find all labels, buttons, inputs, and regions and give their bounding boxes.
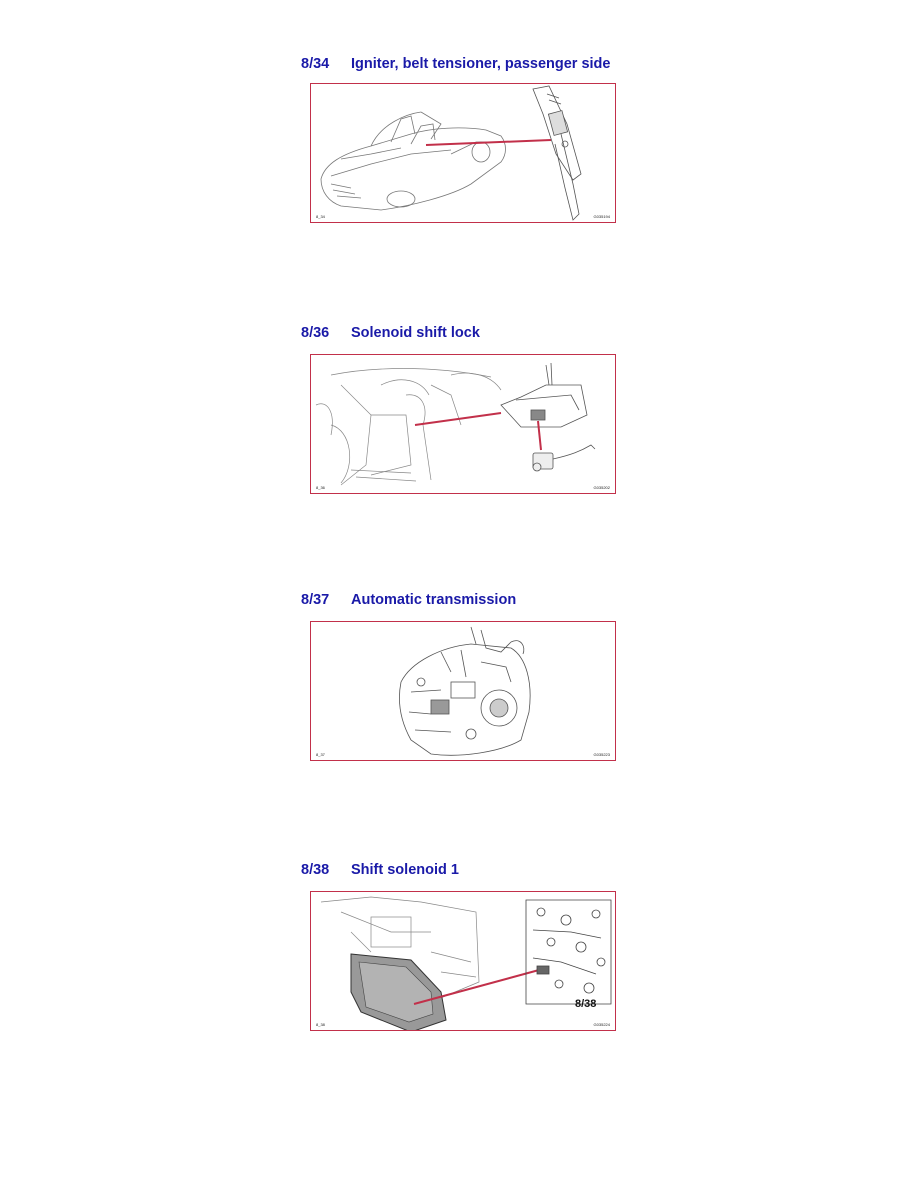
section-title: Igniter, belt tensioner, passenger side [351,56,611,72]
figure-code-right: G035194 [593,214,610,219]
figure-code-left: 8_38 [316,1022,325,1027]
section-title: Automatic transmission [351,592,517,608]
convertible-car-illustration [311,84,616,223]
figure-automatic-transmission [310,621,616,761]
section-number: 8/37 [301,592,330,608]
component-callout: 8/38 [575,998,597,1010]
interior-shift-lock-illustration [311,355,616,494]
figure-code-right: G035224 [593,1022,610,1027]
figure-code-right: G035223 [593,752,610,757]
figure-code-left: 8_36 [316,485,325,490]
section-heading [301,592,516,608]
figure-shift-solenoid [310,891,616,1031]
section-number: 8/36 [301,325,330,341]
section-heading [301,56,610,72]
section-title: Solenoid shift lock [351,325,480,341]
section-number: 8/38 [301,862,330,878]
figure-belt-tensioner [310,83,616,223]
figure-code-left: 8_37 [316,752,325,757]
figure-code-left: 8_34 [316,214,325,219]
valve-body-illustration [311,892,616,1031]
section-number: 8/34 [301,56,330,72]
section-heading [301,325,480,341]
section-title: Shift solenoid 1 [351,862,459,878]
figure-code-right: G035202 [593,485,610,490]
figure-shift-lock [310,354,616,494]
section-heading [301,862,459,878]
transmission-illustration [311,622,616,761]
